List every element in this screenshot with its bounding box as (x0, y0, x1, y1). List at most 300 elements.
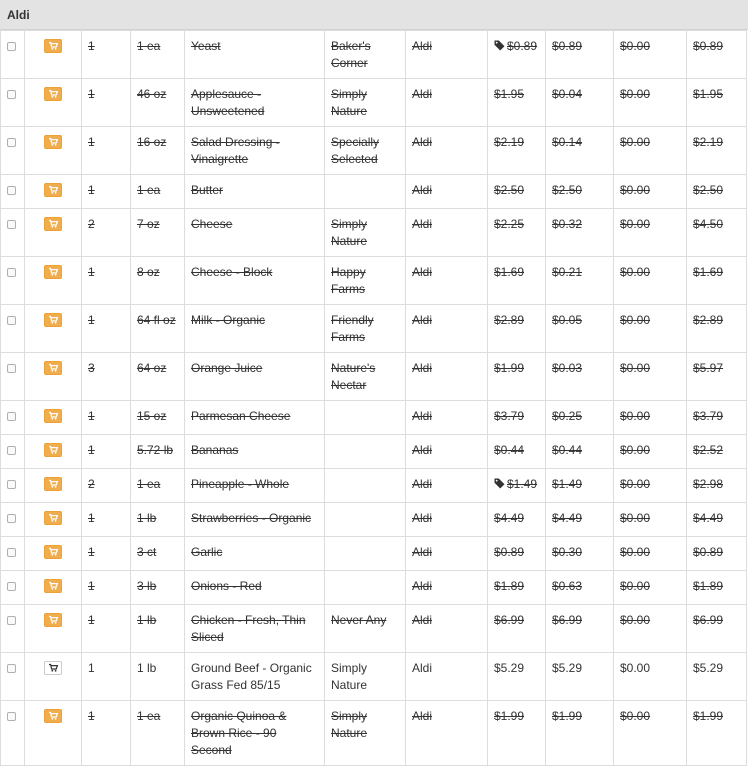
item-brand (325, 305, 406, 353)
item-total (687, 79, 747, 127)
item-size (131, 175, 185, 209)
item-size (131, 209, 185, 257)
item-price-text: $1.99 (494, 361, 525, 375)
item-name-text: Ground Beef - Organic Grass Fed 85/15 (191, 661, 312, 692)
row-checkbox[interactable] (7, 412, 16, 421)
cart-cell (25, 571, 82, 605)
item-total (687, 353, 747, 401)
item-size (131, 127, 185, 175)
row-select-cell (1, 257, 25, 305)
item-quantity-text: 1 (88, 183, 95, 197)
item-size-text: 1 lb (137, 661, 157, 675)
item-discount (614, 701, 687, 766)
item-store (406, 605, 488, 653)
item-name[interactable] (185, 127, 325, 175)
item-size-text: 1 ea (137, 39, 161, 53)
row-checkbox[interactable] (7, 90, 16, 99)
item-store (406, 435, 488, 469)
row-checkbox[interactable] (7, 514, 16, 523)
row-select-cell (1, 175, 25, 209)
sale-tag-icon (494, 478, 505, 489)
item-discount-text: $0.00 (620, 39, 651, 53)
item-price-text: $1.69 (494, 265, 525, 279)
row-checkbox[interactable] (7, 548, 16, 557)
item-discount-text: $0.00 (620, 87, 651, 101)
item-name[interactable] (185, 653, 325, 701)
item-discount-text: $0.00 (620, 477, 651, 491)
cart-toggle-button[interactable] (44, 409, 62, 423)
item-store-text: Aldi (412, 477, 433, 491)
item-total-text: $2.52 (693, 443, 724, 457)
item-unit-price-text: $2.50 (552, 183, 583, 197)
item-size (131, 31, 185, 79)
item-brand (325, 175, 406, 209)
row-select-cell (1, 571, 25, 605)
item-brand (325, 79, 406, 127)
cart-toggle-button[interactable] (44, 313, 62, 327)
item-brand-text: Never Any (331, 613, 387, 627)
item-total-text: $5.29 (693, 661, 724, 675)
item-brand-text: Simply Nature (331, 87, 368, 118)
item-unit-price-text: $0.44 (552, 443, 583, 457)
item-price (488, 435, 546, 469)
item-name[interactable] (185, 537, 325, 571)
item-quantity (82, 401, 131, 435)
cart-toggle-button[interactable] (44, 87, 62, 101)
item-size (131, 79, 185, 127)
item-store (406, 127, 488, 175)
item-quantity (82, 353, 131, 401)
cart-cell (25, 305, 82, 353)
item-price-text: $1.49 (507, 477, 538, 491)
row-select-cell (1, 305, 25, 353)
item-discount-text: $0.00 (620, 511, 651, 525)
item-total-text: $0.89 (693, 545, 724, 559)
cart-cell (25, 401, 82, 435)
item-name-text: Applesauce - Unsweetened (191, 87, 265, 118)
item-price-text: $2.25 (494, 217, 525, 231)
cart-cell (25, 257, 82, 305)
cart-toggle-button[interactable] (44, 579, 62, 593)
item-price (488, 571, 546, 605)
item-size (131, 257, 185, 305)
item-size (131, 503, 185, 537)
table-row (1, 571, 747, 605)
item-total-text: $1.69 (693, 265, 724, 279)
table-row (1, 127, 747, 175)
item-discount (614, 127, 687, 175)
item-store-text: Aldi (412, 579, 433, 593)
item-unit-price-text: $0.05 (552, 313, 583, 327)
shopping-list-table (0, 30, 747, 766)
cart-cell (25, 469, 82, 503)
table-row (1, 31, 747, 79)
cart-toggle-button[interactable] (44, 709, 62, 723)
item-quantity (82, 653, 131, 701)
item-discount (614, 605, 687, 653)
row-checkbox[interactable] (7, 268, 16, 277)
item-size (131, 305, 185, 353)
item-size-text: 1 ea (137, 183, 161, 197)
item-discount-text: $0.00 (620, 579, 651, 593)
item-name-text: Orange Juice (191, 361, 263, 375)
row-checkbox[interactable] (7, 712, 16, 721)
item-size (131, 401, 185, 435)
row-checkbox[interactable] (7, 446, 16, 455)
item-store (406, 571, 488, 605)
item-discount-text: $0.00 (620, 361, 651, 375)
item-size-text: 15 oz (137, 409, 167, 423)
item-discount (614, 209, 687, 257)
item-discount (614, 571, 687, 605)
table-row (1, 701, 747, 766)
cart-cell (25, 605, 82, 653)
cart-cell (25, 127, 82, 175)
item-total (687, 257, 747, 305)
item-discount-text: $0.00 (620, 709, 651, 723)
item-total (687, 571, 747, 605)
item-brand (325, 209, 406, 257)
item-quantity-text: 1 (88, 511, 95, 525)
row-checkbox[interactable] (7, 582, 16, 591)
item-unit-price-text: $0.21 (552, 265, 583, 279)
item-name[interactable] (185, 401, 325, 435)
item-unit-price (546, 537, 614, 571)
item-total-text: $1.99 (693, 709, 724, 723)
item-store (406, 305, 488, 353)
item-price (488, 605, 546, 653)
item-name[interactable] (185, 469, 325, 503)
item-quantity-text: 1 (88, 443, 95, 457)
item-discount (614, 79, 687, 127)
item-size (131, 571, 185, 605)
cart-toggle-button[interactable] (44, 183, 62, 197)
item-price-text: $2.50 (494, 183, 525, 197)
row-checkbox[interactable] (7, 316, 16, 325)
row-select-cell (1, 79, 25, 127)
item-total (687, 31, 747, 79)
item-unit-price-text: $0.32 (552, 217, 583, 231)
cart-cell (25, 653, 82, 701)
item-brand-text: Happy Farms (331, 265, 366, 296)
item-discount (614, 175, 687, 209)
item-unit-price-text: $0.03 (552, 361, 583, 375)
row-checkbox[interactable] (7, 138, 16, 147)
item-store-text: Aldi (412, 511, 433, 525)
item-unit-price-text: $0.63 (552, 579, 583, 593)
cart-cell (25, 79, 82, 127)
item-size-text: 16 oz (137, 135, 167, 149)
cart-toggle-button[interactable] (44, 135, 62, 149)
item-size (131, 605, 185, 653)
row-checkbox[interactable] (7, 364, 16, 373)
item-total-text: $2.98 (693, 477, 724, 491)
item-total-text: $0.89 (693, 39, 724, 53)
item-quantity (82, 469, 131, 503)
cart-toggle-button[interactable] (44, 477, 62, 491)
table-row (1, 353, 747, 401)
row-select-cell (1, 605, 25, 653)
item-price-text: $6.99 (494, 613, 525, 627)
item-brand (325, 469, 406, 503)
item-quantity (82, 31, 131, 79)
cart-cell (25, 209, 82, 257)
item-discount-text: $0.00 (620, 661, 651, 675)
item-total-text: $5.97 (693, 361, 724, 375)
item-store-text: Aldi (412, 87, 433, 101)
row-select-cell (1, 31, 25, 79)
item-price (488, 175, 546, 209)
item-price-text: $4.49 (494, 511, 525, 525)
item-quantity (82, 127, 131, 175)
item-name[interactable] (185, 31, 325, 79)
item-store (406, 401, 488, 435)
item-unit-price (546, 401, 614, 435)
item-name[interactable] (185, 503, 325, 537)
item-store (406, 503, 488, 537)
row-select-cell (1, 537, 25, 571)
item-name[interactable] (185, 175, 325, 209)
item-store-text: Aldi (412, 443, 433, 457)
item-size-text: 1 lb (137, 511, 157, 525)
item-total (687, 401, 747, 435)
item-name-text: Organic Quinoa & Brown Rice - 90 Second (191, 709, 287, 757)
item-name-text: Strawberries - Organic (191, 511, 312, 525)
cart-cell (25, 175, 82, 209)
item-unit-price (546, 653, 614, 701)
item-store (406, 175, 488, 209)
item-unit-price-text: $0.25 (552, 409, 583, 423)
item-brand-text: Nature's Nectar (331, 361, 376, 392)
item-total (687, 209, 747, 257)
cart-cell (25, 537, 82, 571)
cart-toggle-button[interactable] (44, 39, 62, 53)
item-price (488, 537, 546, 571)
table-row (1, 503, 747, 537)
item-quantity (82, 701, 131, 766)
row-select-cell (1, 209, 25, 257)
item-store (406, 257, 488, 305)
item-discount (614, 353, 687, 401)
cart-toggle-button[interactable] (44, 265, 62, 279)
item-brand (325, 435, 406, 469)
item-name[interactable] (185, 79, 325, 127)
item-name[interactable] (185, 353, 325, 401)
item-name-text: Parmesan Cheese (191, 409, 291, 423)
item-quantity (82, 503, 131, 537)
row-checkbox[interactable] (7, 616, 16, 625)
item-unit-price (546, 305, 614, 353)
item-name-text: Cheese (191, 217, 233, 231)
item-unit-price (546, 353, 614, 401)
item-total (687, 537, 747, 571)
item-discount (614, 653, 687, 701)
cart-toggle-button[interactable] (44, 511, 62, 525)
item-store-text: Aldi (412, 709, 433, 723)
item-name[interactable] (185, 305, 325, 353)
item-store (406, 537, 488, 571)
item-brand (325, 537, 406, 571)
item-quantity (82, 571, 131, 605)
item-brand (325, 257, 406, 305)
row-checkbox[interactable] (7, 42, 16, 51)
table-row (1, 469, 747, 503)
item-unit-price (546, 257, 614, 305)
item-brand (325, 503, 406, 537)
item-price (488, 31, 546, 79)
item-price-text: $0.89 (494, 545, 525, 559)
item-unit-price (546, 209, 614, 257)
cart-toggle-button[interactable] (44, 613, 62, 627)
item-price (488, 305, 546, 353)
item-quantity (82, 209, 131, 257)
row-checkbox[interactable] (7, 664, 16, 673)
item-store-text: Aldi (412, 265, 433, 279)
item-size (131, 701, 185, 766)
table-row (1, 435, 747, 469)
item-total-text: $2.19 (693, 135, 724, 149)
cart-cell (25, 353, 82, 401)
item-size-text: 64 oz (137, 361, 167, 375)
store-group-header (0, 0, 748, 30)
item-unit-price (546, 31, 614, 79)
item-price-text: $1.89 (494, 579, 525, 593)
item-total (687, 175, 747, 209)
item-name[interactable] (185, 435, 325, 469)
item-store (406, 353, 488, 401)
item-discount (614, 257, 687, 305)
table-row (1, 653, 747, 701)
item-price (488, 209, 546, 257)
item-price (488, 503, 546, 537)
item-unit-price-text: $0.04 (552, 87, 583, 101)
item-price (488, 653, 546, 701)
item-store-text: Aldi (412, 183, 433, 197)
cart-toggle-button[interactable] (44, 661, 62, 675)
item-total-text: $6.99 (693, 613, 724, 627)
item-discount-text: $0.00 (620, 313, 651, 327)
item-name-text: Butter (191, 183, 224, 197)
item-size-text: 7 oz (137, 217, 160, 231)
item-unit-price (546, 127, 614, 175)
item-quantity-text: 1 (88, 39, 95, 53)
item-name[interactable] (185, 701, 325, 766)
item-total (687, 305, 747, 353)
row-checkbox[interactable] (7, 480, 16, 489)
item-store-text: Aldi (412, 661, 433, 675)
item-size-text: 5.72 lb (137, 443, 174, 457)
item-quantity-text: 3 (88, 361, 95, 375)
item-price (488, 469, 546, 503)
item-brand (325, 401, 406, 435)
item-total-text: $1.95 (693, 87, 724, 101)
item-total (687, 127, 747, 175)
item-price (488, 353, 546, 401)
cart-cell (25, 435, 82, 469)
item-brand (325, 605, 406, 653)
cart-toggle-button[interactable] (44, 545, 62, 559)
item-size-text: 8 oz (137, 265, 160, 279)
item-quantity-text: 2 (88, 217, 95, 231)
item-quantity-text: 1 (88, 545, 95, 559)
item-quantity-text: 1 (88, 313, 95, 327)
table-row (1, 537, 747, 571)
row-select-cell (1, 701, 25, 766)
item-size-text: 3 ct (137, 545, 157, 559)
item-discount-text: $0.00 (620, 265, 651, 279)
item-name[interactable] (185, 605, 325, 653)
item-total-text: $1.89 (693, 579, 724, 593)
item-name[interactable] (185, 257, 325, 305)
item-size (131, 653, 185, 701)
cart-toggle-button[interactable] (44, 443, 62, 457)
item-total-text: $2.89 (693, 313, 724, 327)
item-name-text: Salad Dressing - Vinaigrette (191, 135, 280, 166)
item-size-text: 1 ea (137, 709, 161, 723)
sale-tag-icon (494, 40, 505, 51)
item-name-text: Garlic (191, 545, 223, 559)
item-quantity-text: 1 (88, 135, 95, 149)
item-brand-text: Friendly Farms (331, 313, 374, 344)
store-group-title: Aldi (7, 8, 30, 22)
item-discount (614, 469, 687, 503)
item-unit-price-text: $1.99 (552, 709, 583, 723)
item-price-text: $1.99 (494, 709, 525, 723)
item-brand-text: Baker's Corner (331, 39, 371, 70)
item-discount-text: $0.00 (620, 545, 651, 559)
item-unit-price (546, 79, 614, 127)
row-checkbox[interactable] (7, 220, 16, 229)
item-store (406, 701, 488, 766)
item-unit-price (546, 175, 614, 209)
table-row (1, 175, 747, 209)
item-brand (325, 571, 406, 605)
item-unit-price-text: $1.49 (552, 477, 583, 491)
item-name-text: Yeast (191, 39, 221, 53)
row-select-cell (1, 435, 25, 469)
row-select-cell (1, 127, 25, 175)
item-quantity-text: 1 (88, 579, 95, 593)
item-store-text: Aldi (412, 361, 433, 375)
cart-cell (25, 701, 82, 766)
row-checkbox[interactable] (7, 186, 16, 195)
item-quantity (82, 175, 131, 209)
item-name-text: Cheese - Block (191, 265, 273, 279)
item-total (687, 435, 747, 469)
item-name[interactable] (185, 571, 325, 605)
item-total-text: $4.50 (693, 217, 724, 231)
item-quantity-text: 1 (88, 709, 95, 723)
item-price (488, 401, 546, 435)
cart-toggle-button[interactable] (44, 217, 62, 231)
item-total (687, 469, 747, 503)
item-quantity (82, 79, 131, 127)
item-quantity-text: 1 (88, 265, 95, 279)
cart-toggle-button[interactable] (44, 361, 62, 375)
item-total-text: $3.79 (693, 409, 724, 423)
item-size (131, 435, 185, 469)
row-select-cell (1, 353, 25, 401)
table-row (1, 401, 747, 435)
item-quantity-text: 1 (88, 661, 95, 675)
item-unit-price (546, 469, 614, 503)
item-size-text: 64 fl oz (137, 313, 176, 327)
item-unit-price-text: $6.99 (552, 613, 583, 627)
item-unit-price (546, 503, 614, 537)
item-name[interactable] (185, 209, 325, 257)
item-discount (614, 401, 687, 435)
item-unit-price-text: $5.29 (552, 661, 583, 675)
